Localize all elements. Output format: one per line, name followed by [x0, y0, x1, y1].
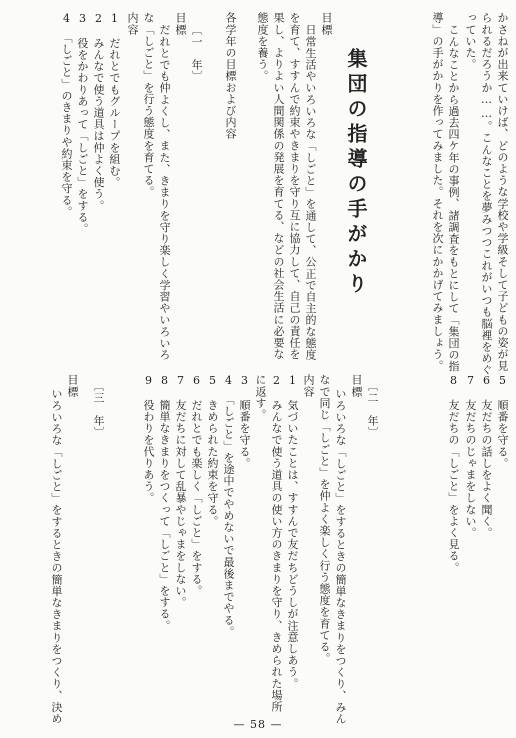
- text-column: 果し、よりよい人間関係の発展を育てる、などの社会生活に必要な: [272, 12, 285, 360]
- list-item: 7 友だちのじゃまをしない。: [464, 374, 477, 539]
- label-content: 内容: [126, 12, 139, 36]
- list-item-continued: に返す。: [254, 374, 267, 421]
- list-item: 8 友だちの「しごと」をよく見る。: [447, 374, 460, 574]
- list-item: 1 だれとでもグループを組む。: [108, 12, 121, 188]
- text-column: っていた。: [464, 12, 477, 70]
- label-goal: 目標: [350, 374, 363, 398]
- text-column: られるだろうか……。こんなことを夢みつつこれがいつも脳裡をめぐ: [480, 12, 493, 376]
- list-item: 4 「しごと」のきまりや約束を守る。: [60, 12, 73, 218]
- page-number: — 58 —: [233, 718, 283, 731]
- grade-heading: 〔一 年〕: [190, 24, 203, 82]
- text-column: 日常生活やいろいろな「しごと」を通して、公正で自主的な態度: [304, 24, 317, 361]
- list-item: 3 役をかわりあって「しごと」をする。: [76, 12, 89, 235]
- list-item: 9 役わりを代りあう。: [142, 374, 155, 504]
- list-item: 3 順番を守る。: [238, 374, 251, 469]
- text-column: を育て、すすんで約束やきまりを守り互に協力して、自己の責任を: [288, 12, 301, 360]
- list-item: 7 友だちに対して乱暴やじゃまをしない。: [174, 374, 187, 608]
- list-item: 8 簡単なきまりをつくって「しごと」をする。: [158, 374, 171, 632]
- section-title: 集団の指導の手がかり: [344, 48, 368, 298]
- subsection-heading: 各学年の目標および内容: [224, 12, 237, 140]
- label-goal: 目標: [174, 12, 187, 36]
- text-column: いろいろな「しごと」をするときの簡単なきまりをつくり、決め: [50, 388, 63, 725]
- list-item: 6 友だちの話しをよく聞く。: [480, 374, 493, 539]
- list-item: 5 順番を守る。: [496, 374, 509, 469]
- list-item: 2 みんなで使う道具の使い方のきまりを守り、きめられた場所: [270, 374, 283, 713]
- text-column: 導」の手がかりを作ってみました。それを次にかかげてみましょう。: [431, 12, 444, 372]
- label-goal: 目標: [320, 12, 333, 36]
- grade-heading: 〔二 年〕: [366, 380, 379, 438]
- list-item: 1 気づいたことは、すすんで友だちどうしが注意しあう。: [286, 374, 299, 690]
- label-content: 内容: [302, 374, 315, 398]
- list-item: 4 「しごと」を途中でやめないで最後までやる。: [222, 374, 235, 638]
- text-column: かさねが出来ていけば、どのような学校や学級そして子どもの姿が見: [496, 12, 509, 372]
- text-column: いろいろな「しごと」をするときの簡単なきまりをつくり、みん: [334, 388, 347, 725]
- list-item: 6 だれとでも楽しく「しごと」をする。: [190, 374, 203, 597]
- text-column: なで同じ「しごと」を仲よく楽しく行う態度を育てる。: [318, 374, 331, 664]
- label-goal: 目標: [66, 374, 79, 398]
- text-column: こんなことから過去四ケ年の事例、諸調査をもとにして「集団の指: [447, 24, 460, 372]
- grade-heading: 〔三 年〕: [92, 380, 105, 438]
- list-item: 2 みんなで使う道具は仲よく使う。: [92, 12, 105, 212]
- list-item: 5 きめられた約束を守る。: [206, 374, 219, 527]
- text-column: 態度を養う。: [256, 12, 269, 82]
- text-column: だれとでも仲よくし、また、きまりを守り楽しく学習やいろいろ: [158, 24, 171, 361]
- text-column: な「しごと」を行う態度を育てる。: [142, 12, 155, 198]
